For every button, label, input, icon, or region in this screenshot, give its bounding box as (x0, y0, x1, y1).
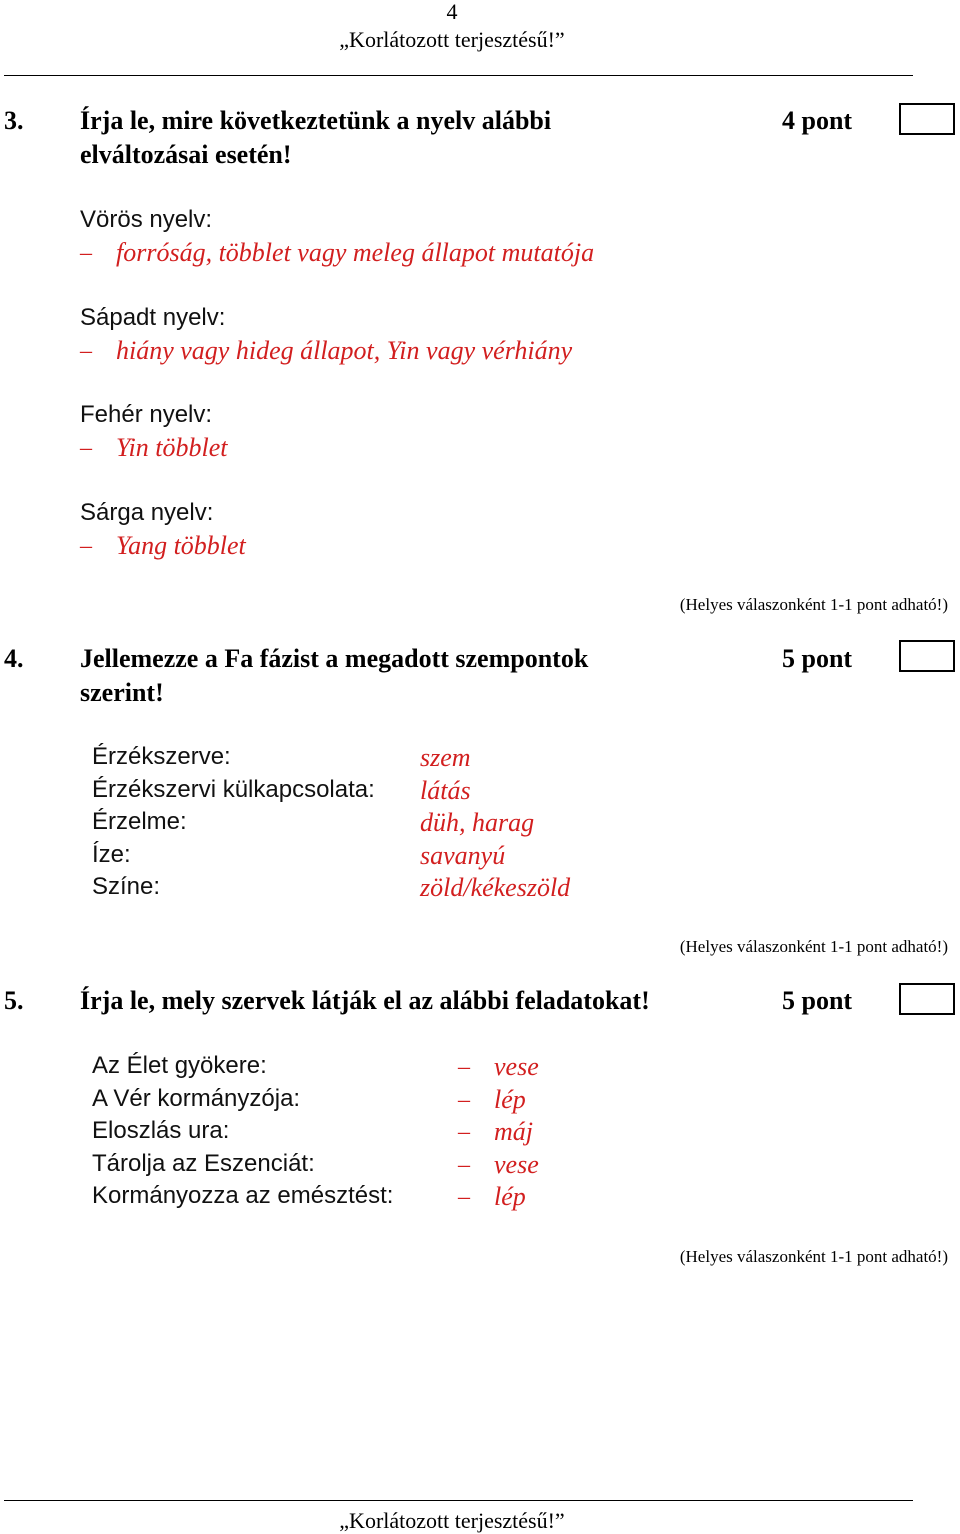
q4-row-label: Érzékszerve: (92, 743, 231, 770)
q4-row-label: Érzékszervi külkapcsolata: (92, 776, 375, 803)
q5-points: 5 pont (782, 986, 853, 1015)
q5-row-answer: vese (494, 1150, 539, 1179)
q5-row-label: Kormányozza az emésztést: (92, 1182, 394, 1209)
header-notice: „Korlátozott terjesztésű!” (339, 27, 565, 52)
q5-row-dash: – (458, 1119, 470, 1145)
q5-row-answer: máj (494, 1117, 533, 1146)
q3-question-line2: elváltozásai esetén! (80, 140, 292, 169)
header-rule (4, 75, 913, 76)
page-number: 4 (446, 0, 458, 24)
q3-item-dash: – (80, 533, 92, 559)
q5-row-dash: – (458, 1184, 470, 1210)
q5-question-line1: Írja le, mely szervek látják el az alábbi feladatokat! (80, 986, 650, 1015)
q3-item-answer: Yin többlet (116, 433, 228, 462)
q3-item-answer: Yang többlet (116, 531, 246, 560)
q4-row-answer: szem (420, 743, 471, 772)
q4-question-line1: Jellemezze a Fa fázist a megadott szempontok (80, 644, 589, 673)
q4-row-label: Íze: (92, 841, 131, 868)
q4-row-label: Érzelme: (92, 808, 187, 835)
q3-score-box[interactable] (899, 103, 955, 135)
q5-row-label: Eloszlás ura: (92, 1117, 230, 1144)
q3-item-dash: – (80, 240, 92, 266)
q4-row-answer: látás (420, 776, 471, 805)
q3-item-label: Vörös nyelv: (80, 206, 213, 233)
q5-row-dash: – (458, 1087, 470, 1113)
q5-number: 5. (4, 986, 24, 1015)
q3-item-label: Fehér nyelv: (80, 401, 213, 428)
q3-item-dash: – (80, 338, 92, 364)
q3-item-answer: hiány vagy hideg állapot, Yin vagy vérhiány (116, 336, 573, 365)
q5-scoring-note: (Helyes válaszonként 1-1 pont adható!) (679, 1247, 948, 1266)
footer-notice: „Korlátozott terjesztésű!” (339, 1508, 565, 1533)
q3-scoring-note: (Helyes válaszonként 1-1 pont adható!) (679, 595, 948, 614)
q5-row-dash: – (458, 1152, 470, 1178)
q3-item-dash: – (80, 435, 92, 461)
q3-question-line1: Írja le, mire következtetünk a nyelv alábbi (80, 106, 552, 135)
q5-score-box[interactable] (899, 983, 955, 1015)
q3-item-answer: forróság, többlet vagy meleg állapot mutatója (116, 238, 595, 267)
q3-points: 4 pont (782, 106, 853, 135)
q5-row-label: Tárolja az Eszenciát: (92, 1150, 315, 1177)
q4-row-answer: zöld/kékeszöld (420, 873, 571, 902)
q5-row-label: A Vér kormányzója: (92, 1085, 301, 1112)
q5-row-answer: lép (494, 1182, 526, 1211)
q5-row-label: Az Élet gyökere: (92, 1052, 267, 1079)
q4-row-label: Színe: (92, 873, 161, 900)
q4-score-box[interactable] (899, 640, 955, 672)
footer-rule (4, 1500, 913, 1501)
q4-question-line2: szerint! (80, 678, 164, 707)
q3-item-label: Sápadt nyelv: (80, 304, 226, 331)
q5-row-dash: – (458, 1054, 470, 1080)
q4-scoring-note: (Helyes válaszonként 1-1 pont adható!) (679, 937, 948, 956)
q5-row-answer: vese (494, 1052, 539, 1081)
q4-number: 4. (4, 644, 24, 673)
q5-row-answer: lép (494, 1085, 526, 1114)
q3-item-label: Sárga nyelv: (80, 499, 214, 526)
q4-row-answer: savanyú (420, 841, 506, 870)
q4-points: 5 pont (782, 644, 853, 673)
q3-number: 3. (4, 106, 24, 135)
q4-row-answer: düh, harag (420, 808, 535, 837)
